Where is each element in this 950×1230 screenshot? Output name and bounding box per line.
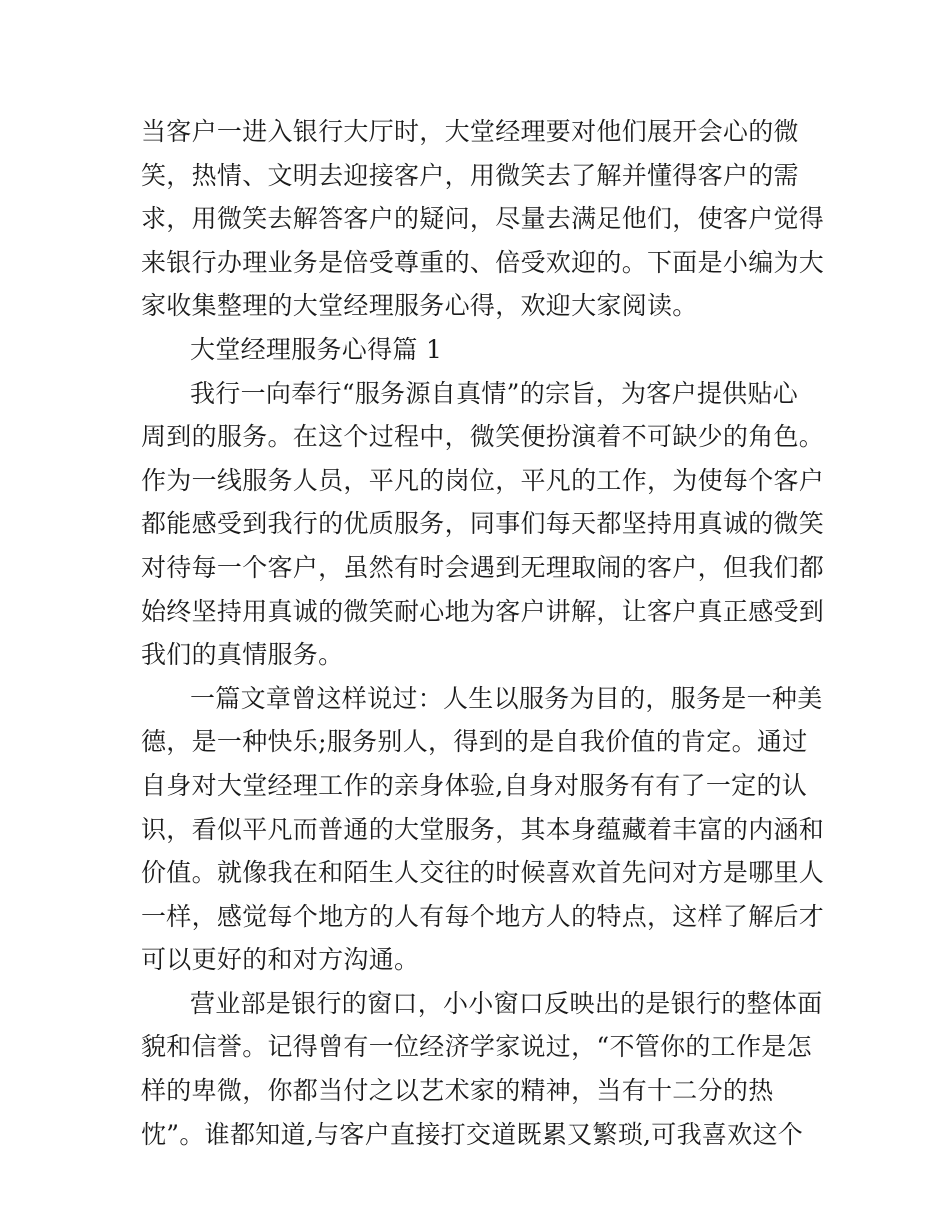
paragraph-first-line: 大堂经理服务心得篇 1 bbox=[190, 334, 443, 364]
paragraph-first-line: 一篇文章曾这样说过：人生以服务为目的，服务是一种美 bbox=[190, 683, 823, 713]
text-line: 对待每一个客户，虽然有时会遇到无理取闹的客户，但我们都 bbox=[141, 552, 825, 582]
text-line: 可以更好的和对方沟通。 bbox=[141, 945, 420, 975]
text-line: 忱”。谁都知道,与客户直接打交道既累又繁琐,可我喜欢这个 bbox=[141, 1119, 804, 1149]
text-line: 德，是一种快乐;服务别人，得到的是自我价值的肯定。通过 bbox=[141, 727, 808, 757]
text-line: 价值。就像我在和陌生人交往的时候喜欢首先问对方是哪里人 bbox=[141, 858, 825, 888]
text-line: 求，用微笑去解答客户的疑问，尽量去满足他们，使客户觉得 bbox=[141, 204, 825, 234]
paragraph-first-line: 营业部是银行的窗口，小小窗口反映出的是银行的整体面 bbox=[190, 988, 823, 1018]
text-line: 一样，感觉每个地方的人有每个地方人的特点，这样了解后才 bbox=[141, 901, 825, 931]
text-line: 我们的真情服务。 bbox=[141, 640, 344, 670]
text-line: 笑，热情、文明去迎接客户，用微笑去了解并懂得客户的需 bbox=[141, 160, 799, 190]
text-line: 自身对大堂经理工作的亲身体验,自身对服务有有了一定的认 bbox=[141, 770, 808, 800]
text-line: 当客户一进入银行大厅时，大堂经理要对他们展开会心的微 bbox=[141, 117, 799, 146]
document-body bbox=[141, 110, 825, 1156]
text-line: 周到的服务。在这个过程中，微笑便扮演着不可缺少的角色。 bbox=[141, 422, 825, 452]
text-line: 样的卑微，你都当付之以艺术家的精神，当有十二分的热 bbox=[141, 1076, 774, 1106]
text-line: 来银行办理业务是倍受尊重的、倍受欢迎的。下面是小编为大 bbox=[141, 247, 825, 277]
text-line: 貌和信誉。记得曾有一位经济学家说过，“不管你的工作是怎 bbox=[141, 1032, 812, 1062]
text-line: 都能感受到我行的优质服务，同事们每天都坚持用真诚的微笑 bbox=[141, 509, 825, 539]
text-line: 识，看似平凡而普通的大堂服务，其本身蕴藏着丰富的内涵和 bbox=[141, 814, 825, 844]
text-line: 作为一线服务人员，平凡的岗位，平凡的工作，为使每个客户 bbox=[141, 465, 825, 495]
text-line: 始终坚持用真诚的微笑耐心地为客户讲解，让客户真正感受到 bbox=[141, 596, 825, 626]
paragraph-first-line: 我行一向奉行“服务源自真情”的宗旨，为客户提供贴心 bbox=[190, 378, 799, 408]
text-line: 家收集整理的大堂经理服务心得，欢迎大家阅读。 bbox=[141, 291, 698, 321]
